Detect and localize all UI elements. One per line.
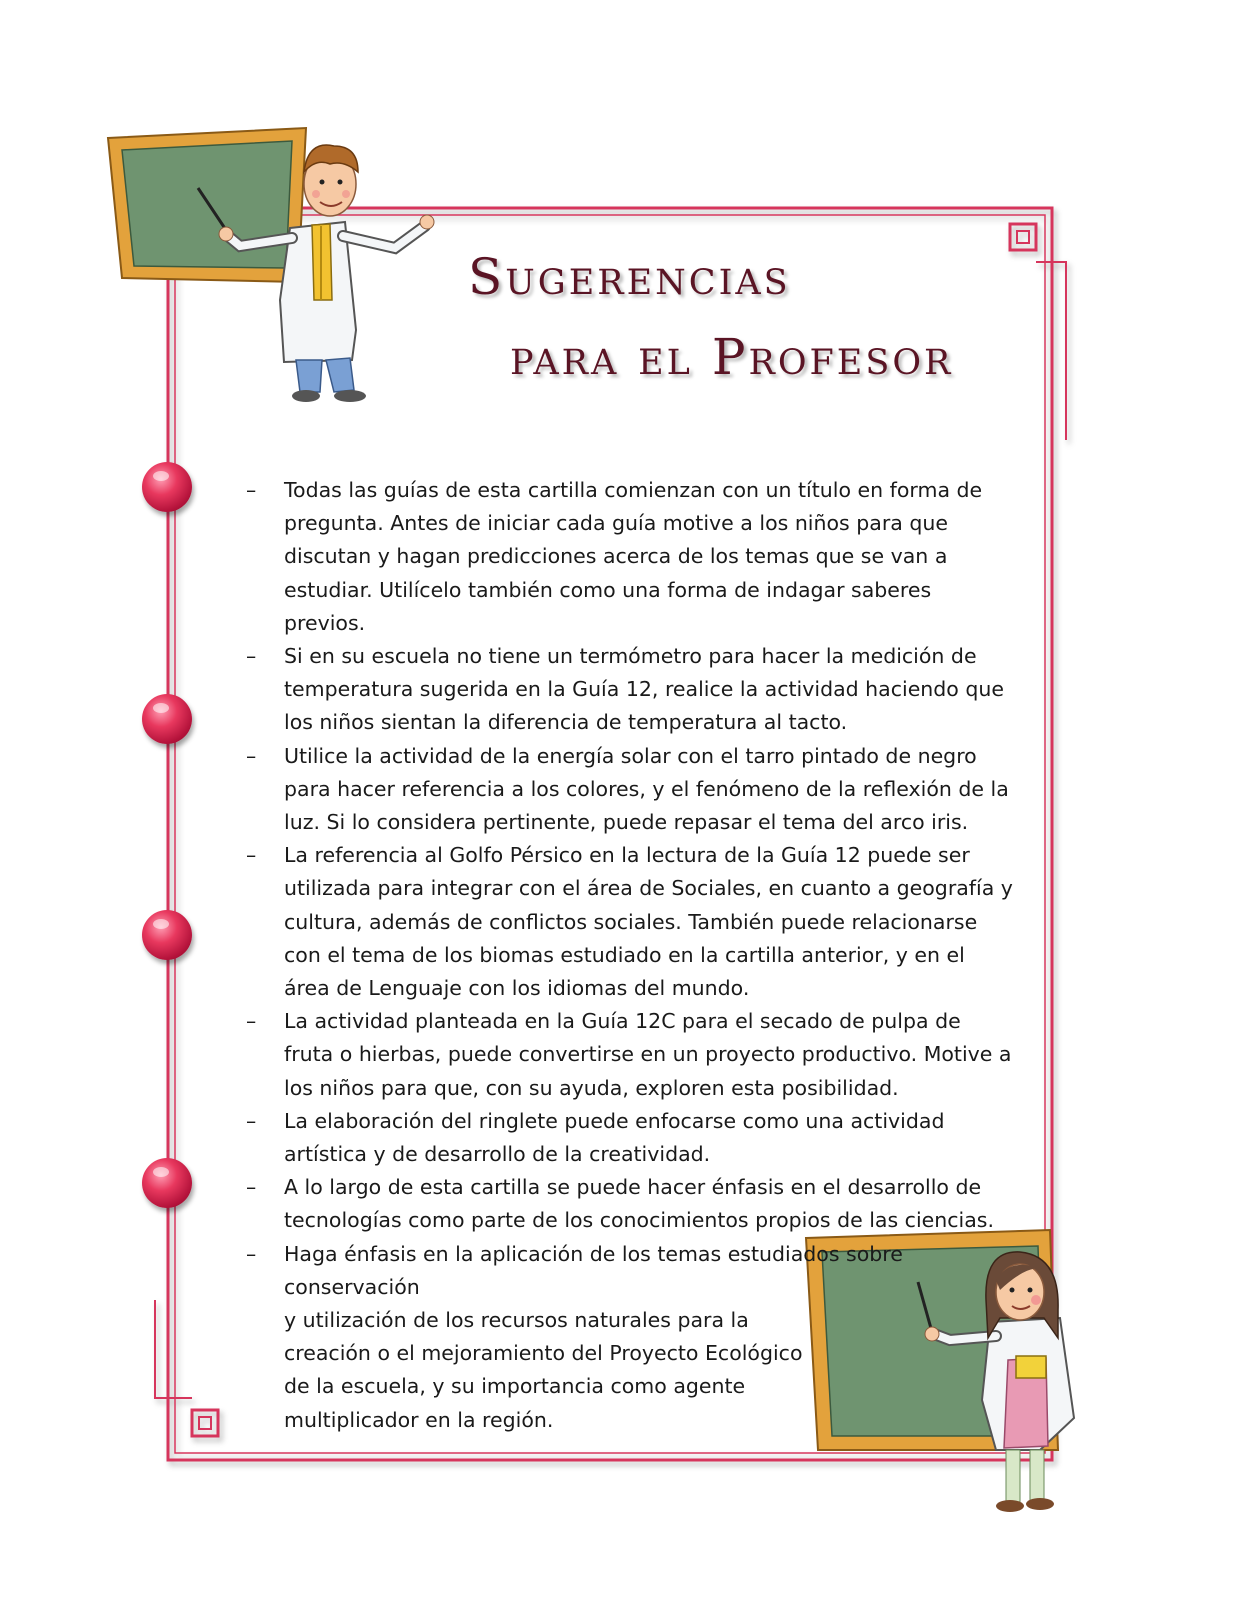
list-item: – La elaboración del ringlete puede enfocarse como una actividad artística y de desarrollo de la creatividad. (246, 1105, 1016, 1171)
page-title-line2: para el Profesor (510, 328, 954, 386)
teacher-man-illustration (108, 128, 434, 402)
gem-bullet-icon (142, 462, 192, 512)
gem-bullet-icon (142, 910, 192, 960)
list-item: – La referencia al Golfo Pérsico en la lectura de la Guía 12 puede ser utilizada para integrar con el área de Sociales, en cuanto a geografía y cultura, además de conflictos sociales. También puede relacionarse con el tema de los biomas estudiado en la cartilla anterior, y en el área de Lenguaje con los idiomas del mundo. (246, 839, 1016, 1005)
list-item: – La actividad planteada en la Guía 12C para el secado de pulpa de fruta o hierbas, puede convertirse en un proyecto productivo. Motive a los niños para que, con su ayuda, exploren esta posibilidad. (246, 1005, 1016, 1105)
dash-marker: – (246, 1108, 257, 1133)
list-item: – Si en su escuela no tiene un termómetro para hacer la medición de temperatura sugerida en la Guía 12, realice la actividad haciendo que los niños sientan la diferencia de temperatura al tacto. (246, 640, 1016, 740)
dash-marker: – (246, 1175, 257, 1200)
gem-bullet-icon (142, 1158, 192, 1208)
dash-marker: – (246, 478, 257, 502)
gem-bullet-icon (142, 694, 192, 744)
dash-marker: – (246, 1009, 257, 1034)
list-item: – Utilice la actividad de la energía solar con el tarro pintado de negro para hacer referencia a los colores, y el fenómeno de la reflexión de la luz. Si lo considera pertinente, puede repasar el tema del arco iris. (246, 740, 1016, 840)
suggestions-list (246, 474, 1016, 1437)
dash-marker: – (246, 843, 257, 868)
page-title-line1: Sugerencias (468, 248, 791, 306)
dash-marker: – (246, 743, 257, 768)
list-item: – Todas las guías de esta cartilla comienzan con un título en forma de pregunta. Antes de iniciar cada guía motive a los niños para que discutan y hagan predicciones acerca de los temas que se van a estudiar. Utilícelo también como una forma de indagar saberes previos. (246, 474, 1016, 640)
dash-marker: – (246, 644, 257, 669)
list-item-last: – Haga énfasis en la aplicación de los temas estudiados sobre conservación y utilización de los recursos naturales para la creación o el mejoramiento del Proyecto Ecológico de la escuela, y su importancia como agente multiplicador en la región. (246, 1238, 1016, 1437)
dash-marker: – (246, 1241, 257, 1266)
list-item: – A lo largo de esta cartilla se puede hacer énfasis en el desarrollo de tecnologías como parte de los conocimientos propios de las ciencias. (246, 1171, 1016, 1237)
